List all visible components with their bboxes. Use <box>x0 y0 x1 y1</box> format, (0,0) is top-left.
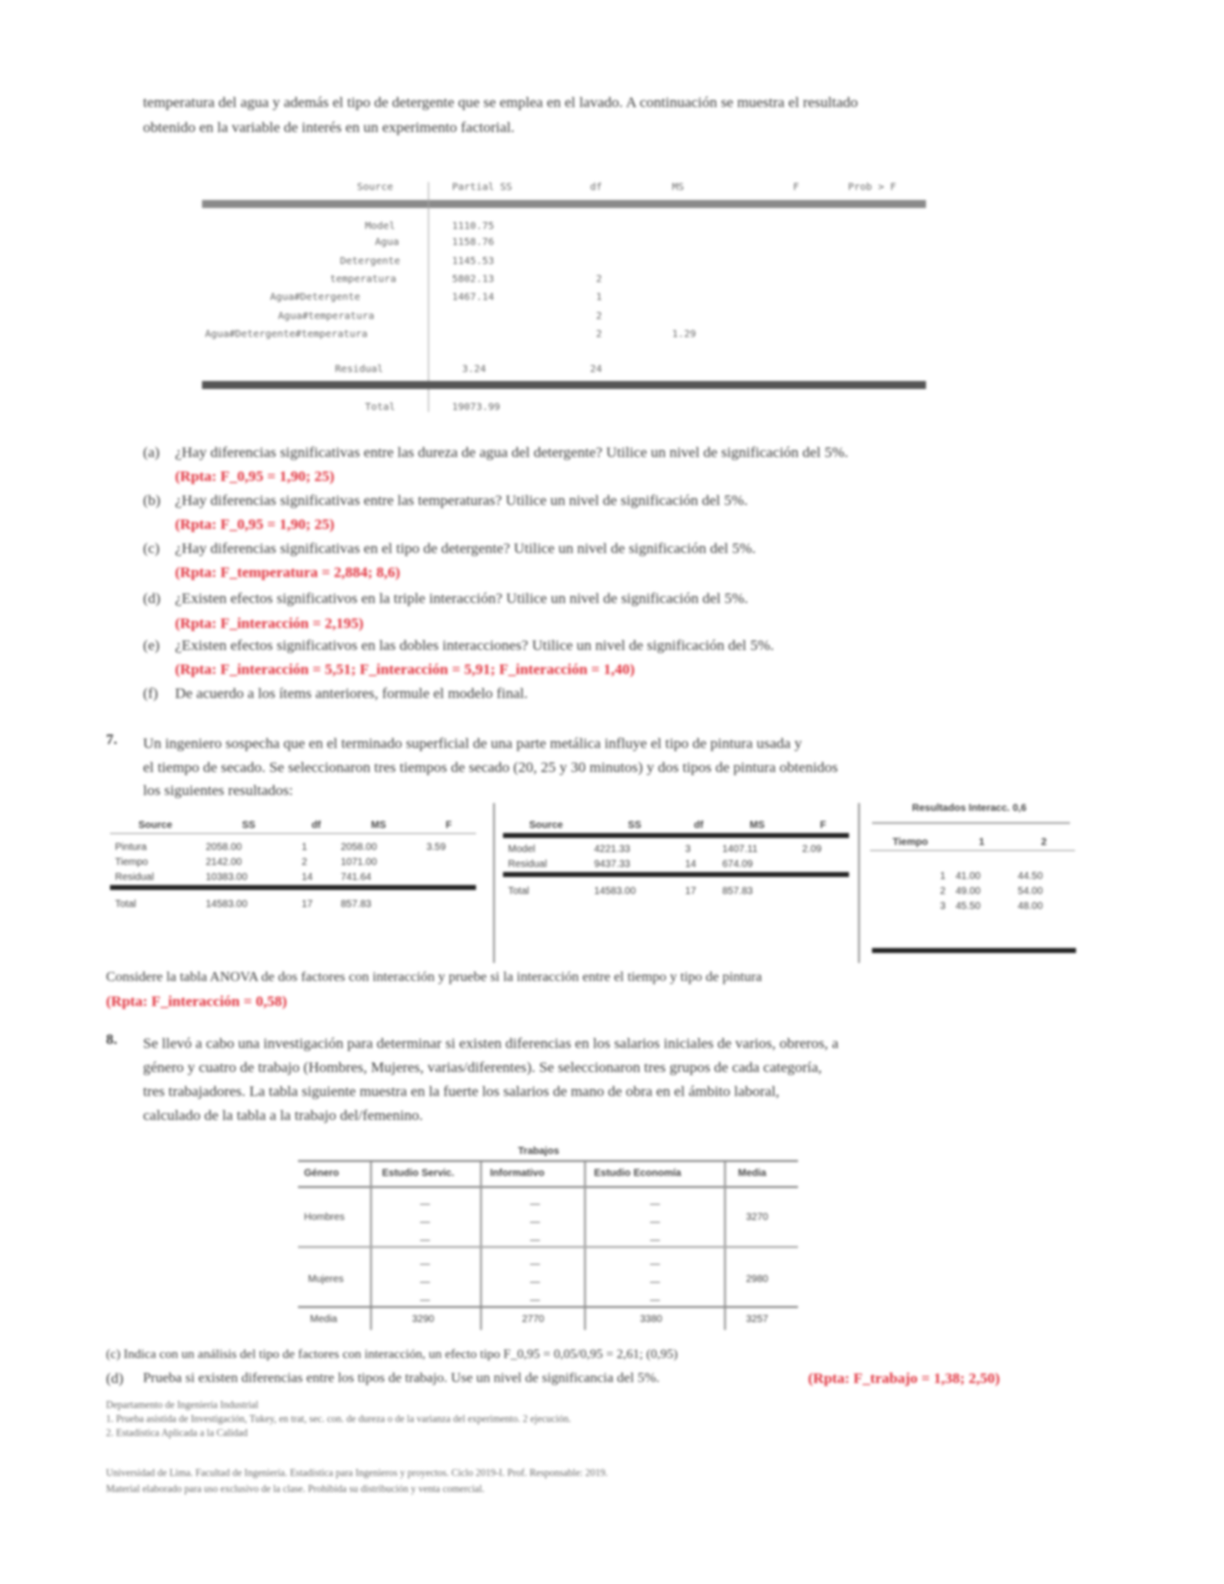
table-rule <box>872 822 1070 824</box>
table-row <box>110 840 476 855</box>
anova-bottom-rule <box>202 381 926 389</box>
table-row-label: Media <box>310 1314 338 1325</box>
table-cell: 49.00 <box>955 885 981 897</box>
table-cell: 48.00 <box>1017 900 1043 912</box>
table-cell: 17 <box>301 899 313 910</box>
table-cell: Total <box>115 899 137 910</box>
table-cell: 4221.33 <box>594 843 631 855</box>
q6-f-text: De acuerdo a los ítems anteriores, formule el modelo final. <box>175 686 528 702</box>
table-row <box>503 857 849 875</box>
table-cell: 2142.00 <box>205 856 242 868</box>
table-cell: 1 <box>301 841 308 853</box>
table-cell: — — — <box>650 1259 660 1306</box>
anova-row-ss: 1145.53 <box>452 256 495 267</box>
table-row <box>110 855 476 870</box>
table-cell: 45.50 <box>955 900 981 912</box>
anova-row-df: 2 <box>596 274 603 285</box>
table-header: F <box>445 820 452 831</box>
footnote: 1. Prueba asistida de Investigación, Tukey, en trat, sec. con. de dureza o de la varianza del experimento. 2 ejecución. <box>106 1414 572 1425</box>
table-cell: 3270 <box>746 1212 769 1223</box>
table-header: Source <box>138 820 173 831</box>
q7-number: 7. <box>106 732 118 748</box>
table-header: Media <box>738 1168 767 1179</box>
table-row <box>870 884 1075 899</box>
q6-d-answer: (Rpta: F_interacción = 2,195) <box>175 616 364 632</box>
table-cell: 41.00 <box>955 870 981 882</box>
q6-a-text: ¿Hay diferencias significativas entre las dureza de agua del detergente? Utilice un nivel de significación del 5%. <box>175 445 849 461</box>
table-cell: 2 <box>301 856 308 868</box>
q6-d-text: ¿Existen efectos significativos en la triple interacción? Utilice un nivel de significación del 5%. <box>175 591 749 607</box>
anova-row-ss: 1110.75 <box>452 221 495 232</box>
anova-residual-ss: 3.24 <box>462 364 487 375</box>
table-header: 2 <box>1041 837 1047 848</box>
anova-row-ss: 1158.76 <box>452 237 495 248</box>
table-cell: 44.50 <box>1017 870 1043 882</box>
means-table <box>870 835 1075 914</box>
table-title: Resultados Interacc. 0,6 <box>912 803 1027 814</box>
anova-row-source: Agua <box>375 237 400 248</box>
table-cell: Tiempo <box>115 856 148 868</box>
table-cell: — — — <box>420 1259 430 1306</box>
table-cell: 857.83 <box>340 899 372 910</box>
table-cell: 2 <box>940 885 946 897</box>
anova-residual-df: 24 <box>590 364 603 375</box>
table-cell: 14583.00 <box>205 899 248 910</box>
q6-d-letter: (d) <box>143 591 161 607</box>
table-cell: 3 <box>685 843 691 855</box>
q6-b-letter: (b) <box>143 493 161 509</box>
q8-line-1: Se llevó a cabo una investigación para determinar si existen diferencias en los salarios iniciales de varios, obreros, a <box>143 1036 839 1052</box>
table-cell: 3 <box>940 900 946 912</box>
q8-number: 8. <box>106 1032 118 1048</box>
table-header: SS <box>627 820 642 831</box>
table-cell: 14583.00 <box>594 886 636 897</box>
table-bottom-rule <box>872 948 1076 953</box>
table-cell: 857.83 <box>722 886 753 897</box>
q6-f-letter: (f) <box>143 686 158 702</box>
q6-b-answer: (Rpta: F_0,95 = 1,90; 25) <box>175 517 335 533</box>
table-rule <box>298 1186 798 1188</box>
anova-header-df: df <box>590 182 603 193</box>
anova-row-ms: 1.29 <box>672 329 697 340</box>
table-cell: 9437.33 <box>594 858 631 870</box>
anova-row-ss: 5802.13 <box>452 274 495 285</box>
q6-a-letter: (a) <box>143 445 160 461</box>
table-cell: Total <box>508 886 530 897</box>
table-cell: 14 <box>301 871 313 883</box>
table-cell <box>421 855 476 870</box>
table-header: Informativo <box>490 1168 545 1179</box>
table-cell: 2058.00 <box>205 841 242 853</box>
table-cell: — — — <box>420 1199 430 1246</box>
table-cell: 1407.11 <box>722 843 758 855</box>
q8-line-3: tres trabajadores. La tabla siguiente muestra en la fuerte los salarios de mano de obra en el ámbito laboral, <box>143 1084 780 1100</box>
table-total-row <box>503 884 849 899</box>
q8-line-2: género y cuatro de trabajo (Hombres, Mujeres, varias/diferentes). Se seleccionaron tres grupos de cada categoría, <box>143 1060 822 1076</box>
q7-table-divider-2 <box>858 803 860 963</box>
table-header: Source <box>529 820 563 831</box>
anova-total-label: Total <box>365 402 396 413</box>
q7-line-3: los siguientes resultados: <box>143 783 293 799</box>
table-cell: — — — <box>530 1259 540 1306</box>
q6-e-letter: (e) <box>143 638 160 654</box>
q6-e-text: ¿Existen efectos significativos en las dobles interacciones? Utilice un nivel de significación del 5%. <box>175 638 774 654</box>
table-cell: 10383.00 <box>205 871 248 883</box>
table-rule <box>298 1306 798 1308</box>
table-header: F <box>820 820 827 831</box>
page-footer: Material elaborado para uso exclusivo de la clase. Prohibida su distribución y venta comercial. <box>106 1484 485 1495</box>
table-cell: 3257 <box>746 1314 769 1325</box>
table-cell <box>421 897 476 912</box>
q8-line-4: calculado de la tabla a la trabajo del/femenino. <box>143 1108 423 1124</box>
table-cell: 1071.00 <box>340 856 377 868</box>
page-footer: Universidad de Lima. Facultad de Ingeniería. Estadística para Ingenieros y proyectos. Ciclo 2019-I. Prof. Responsable: 2019. <box>106 1468 608 1479</box>
table-rule <box>298 1246 798 1248</box>
footnote: Departamento de Ingeniería Industrial <box>106 1400 259 1411</box>
anova-header-f: F <box>793 182 800 193</box>
table-header: MS <box>371 820 387 831</box>
table-row <box>870 899 1075 914</box>
anova-header-ms: MS <box>672 182 685 193</box>
table-header: 1 <box>978 837 985 848</box>
table-cell: 17 <box>685 886 697 897</box>
table-header: SS <box>241 820 256 831</box>
table-cell: Residual <box>508 858 547 870</box>
table-cell: 2770 <box>522 1314 545 1325</box>
table-cell: 3.59 <box>426 841 446 853</box>
table-header: df <box>693 820 704 831</box>
table-row <box>503 842 849 857</box>
q6-e-answer: (Rpta: F_interacción = 5,51; F_interacción = 5,91; F_interacción = 1,40) <box>175 662 635 678</box>
table-cell: — — — <box>650 1199 660 1246</box>
table-header: Género <box>304 1168 340 1179</box>
table-cell: 3380 <box>640 1314 663 1325</box>
table-cell: 2.09 <box>802 843 822 855</box>
anova-row-source: Detergente <box>340 256 401 267</box>
table-header: Estudio Economía <box>594 1168 682 1179</box>
anova-header-ss: Partial SS <box>452 182 513 193</box>
q6-c-answer: (Rpta: F_temperatura = 2,884; 8,6) <box>175 565 401 581</box>
anova-top-rule <box>202 200 926 208</box>
table-cell: 54.00 <box>1017 885 1043 897</box>
table-cell: 674.09 <box>722 858 753 870</box>
footnote: 2. Estadística Aplicada a la Calidad <box>106 1428 248 1439</box>
table-total-row <box>110 897 476 912</box>
anova-row-source: Model <box>365 221 396 232</box>
q8-d-text: Prueba si existen diferencias entre los tipos de trabajo. Use un nivel de significancia del 5%. <box>143 1371 660 1386</box>
q8-d-answer: (Rpta: F_trabajo = 1,38; 2,50) <box>808 1371 1000 1387</box>
q7-anova-table-a <box>110 818 476 912</box>
table-header: df <box>311 820 321 831</box>
anova-row-source: Agua#Detergente <box>270 292 361 303</box>
anova-divider <box>428 182 429 412</box>
table-header: Tiempo <box>892 837 928 848</box>
table-row <box>110 870 476 888</box>
table-row-label: Mujeres <box>308 1274 344 1285</box>
q6-c-letter: (c) <box>143 541 160 557</box>
table-header: Estudio Servic. <box>382 1168 455 1179</box>
q8-c-text: (c) Indica con un análisis del tipo de factores con interacción, un efecto tipo F_0,95 = 0,05/0,95 = 2,61; (0,95) <box>106 1346 678 1361</box>
intro-line-2: obtenido en la variable de interés en un experimento factorial. <box>143 120 515 136</box>
anova-row-df: 1 <box>596 292 603 303</box>
anova-row-source: Agua#temperatura <box>278 311 375 322</box>
anova-row-ss: 1467.14 <box>452 292 495 303</box>
table-cell <box>797 884 849 899</box>
table-rule <box>298 1160 798 1162</box>
q7-line-2: el tiempo de secado. Se seleccionaron tres tiempos de secado (20, 25 y 30 minutos) y dos tipos de pintura obtenidos <box>143 760 838 776</box>
table-cell: 1 <box>940 870 946 882</box>
q6-c-text: ¿Hay diferencias significativas en el tipo de detergente? Utilice un nivel de significación del 5%. <box>175 541 756 557</box>
table-top-header: Trabajos <box>518 1146 560 1157</box>
table-row <box>870 869 1075 884</box>
q7-answer: (Rpta: F_interacción = 0,58) <box>106 994 288 1010</box>
table-cell: Model <box>508 843 536 855</box>
table-cell: Pintura <box>115 841 147 853</box>
table-cell <box>421 870 476 888</box>
q7-line-1: Un ingeniero sospecha que en el terminado superficial de una parte metálica influye el tipo de pintura usada y <box>143 736 802 752</box>
q8-d-letter: (d) <box>106 1371 124 1387</box>
anova-row-df: 2 <box>596 329 603 340</box>
q7-table-divider <box>493 803 495 963</box>
table-cell: Residual <box>115 871 154 883</box>
anova-residual-label: Residual <box>335 364 384 375</box>
q7-question: Considere la tabla ANOVA de dos factores con interacción y pruebe si la interacción entre el tiempo y tipo de pintura <box>106 970 762 985</box>
q7-anova-table-b <box>503 818 849 899</box>
anova-header-prob: Prob > F <box>848 182 897 193</box>
intro-line-1: temperatura del agua y además el tipo de detergente que se emplea en el lavado. A continuación se muestra el resultado <box>143 95 858 111</box>
anova-row-source: temperatura <box>330 274 397 285</box>
anova-row-source: Agua#Detergente#temperatura <box>205 329 368 340</box>
table-row-label: Hombres <box>304 1212 345 1223</box>
table-cell: 2980 <box>746 1274 769 1285</box>
table-header: MS <box>749 820 765 831</box>
table-cell: 14 <box>685 858 697 870</box>
q6-a-answer: (Rpta: F_0,95 = 1,90; 25) <box>175 469 335 485</box>
table-cell <box>797 857 849 875</box>
anova-row-df: 2 <box>596 311 603 322</box>
anova-total-ss: 19073.99 <box>452 402 501 413</box>
table-cell: 3290 <box>412 1314 435 1325</box>
table-cell: 741.64 <box>340 871 372 883</box>
anova-header-source: Source <box>357 182 394 193</box>
table-cell: — — — <box>530 1199 540 1246</box>
q6-b-text: ¿Hay diferencias significativas entre las temperaturas? Utilice un nivel de significación del 5%. <box>175 493 748 509</box>
table-cell: 2058.00 <box>340 841 377 853</box>
